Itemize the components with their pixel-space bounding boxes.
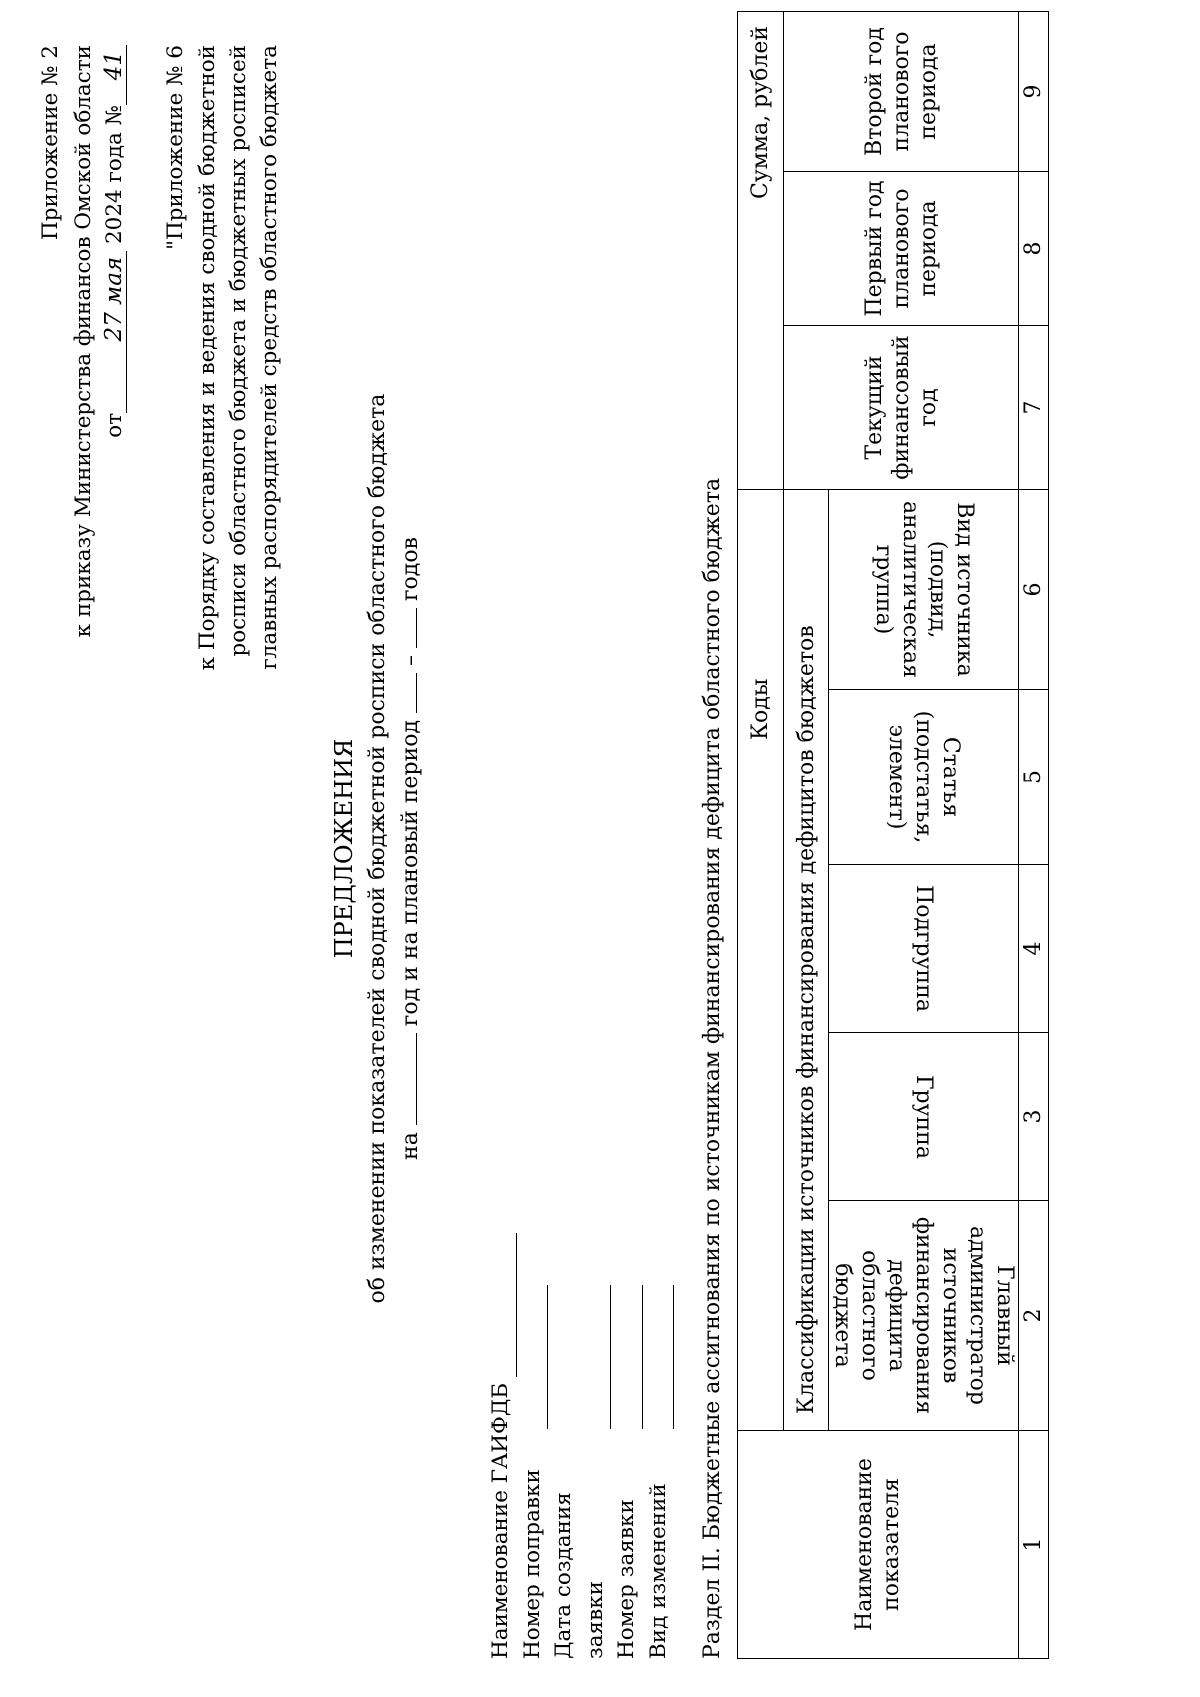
codes-header	[738, 490, 784, 1431]
column-number: 5	[1019, 690, 1049, 865]
col8-header: Первый год планового периода	[784, 172, 1019, 326]
column-number: 1	[1019, 1431, 1049, 1659]
codes-header-label: Коды	[748, 678, 773, 740]
appendix6-line-1: "Приложение № 6	[163, 45, 188, 250]
field-label: Дата создания заявки	[551, 1492, 608, 1659]
col6-header	[829, 490, 1019, 690]
sum-header: Сумма, рублей	[738, 12, 784, 490]
appendix6-line-3: росписи областного бюджета и бюджетных росписей	[226, 45, 251, 657]
appendix6-line-4: главных распорядителей средств областного бюджета	[257, 45, 282, 670]
year-blank	[398, 1033, 417, 1125]
column-number: 3	[1019, 1033, 1049, 1201]
handwritten-number: 41	[102, 45, 127, 105]
field-line	[653, 1285, 674, 1429]
appendix-line-2: к приказу Министерства финансов Омской области	[71, 45, 96, 638]
column-number: 2	[1019, 1201, 1049, 1431]
period-prefix: на	[398, 1132, 423, 1160]
field-line	[496, 1233, 517, 1377]
column-number: 9	[1019, 12, 1049, 172]
date-year-text: 2024 года №	[102, 105, 127, 244]
document-subtitle: об изменении показателей сводной бюджетной росписи областного бюджета	[365, 393, 390, 1304]
col3-header-text: Группа	[911, 1074, 936, 1159]
col7-header: Текущий финансовый год	[784, 326, 1019, 490]
col2-header	[829, 1201, 1019, 1431]
column-number: 7	[1019, 326, 1049, 490]
section-title: Раздел II. Бюджетные ассигнования по источникам финансирования дефицита областного бюджета	[700, 477, 725, 1659]
col5-header-text: Статья (подстатья, элемент)	[884, 710, 963, 844]
field-row	[611, 1233, 643, 1659]
field-line	[622, 1285, 643, 1429]
col3-header	[829, 1033, 1019, 1201]
column-number: 8	[1019, 172, 1049, 326]
appendix-line-1: Приложение № 2	[38, 45, 63, 241]
field-row	[517, 1233, 549, 1659]
classification-header: Классификации источников финансирования дефицитов бюджетов	[784, 490, 829, 1431]
field-label: Номер поправки	[519, 1469, 545, 1659]
budget-table	[737, 11, 1049, 1659]
column-number: 6	[1019, 490, 1049, 690]
period-suffix: годов	[398, 537, 423, 601]
column-number: 4	[1019, 865, 1049, 1033]
field-row	[643, 1233, 675, 1659]
col4-header-text: Подгруппа	[911, 885, 936, 1012]
field-line	[527, 1285, 548, 1429]
field-label: Наименование ГАИФДБ	[488, 1382, 513, 1659]
field-row	[485, 1233, 517, 1659]
plan-year-1-blank	[398, 673, 417, 713]
appendix6-line-2: к Порядку составления и ведения сводной бюджетной	[195, 45, 220, 671]
col6-header-text: Вид источника (подвид, аналитическая группа)	[870, 501, 977, 678]
document-title: ПРЕДЛОЖЕНИЯ	[330, 738, 358, 959]
period-middle: год и на плановый период	[398, 720, 423, 1027]
field-row	[548, 1233, 611, 1659]
period-dash: –	[398, 655, 423, 666]
col2-header-text: Главный администратор источников финансирования дефицита областного бюджета	[830, 1216, 1017, 1415]
plan-year-2-blank	[398, 608, 417, 648]
appendix-date-line	[98, 45, 131, 438]
field-line	[590, 1285, 611, 1429]
request-fields	[485, 1233, 674, 1659]
indicator-header: Наименование показателя	[738, 1431, 1019, 1659]
date-prefix: от	[102, 412, 127, 438]
handwritten-date: 27 мая	[102, 251, 127, 413]
col5-header	[829, 690, 1019, 865]
field-label: Вид изменений	[645, 1483, 671, 1659]
col9-header: Второй год планового периода	[784, 12, 1019, 172]
field-label: Номер заявки	[614, 1499, 639, 1659]
period-line	[398, 0, 423, 1697]
col4-header	[829, 865, 1019, 1033]
